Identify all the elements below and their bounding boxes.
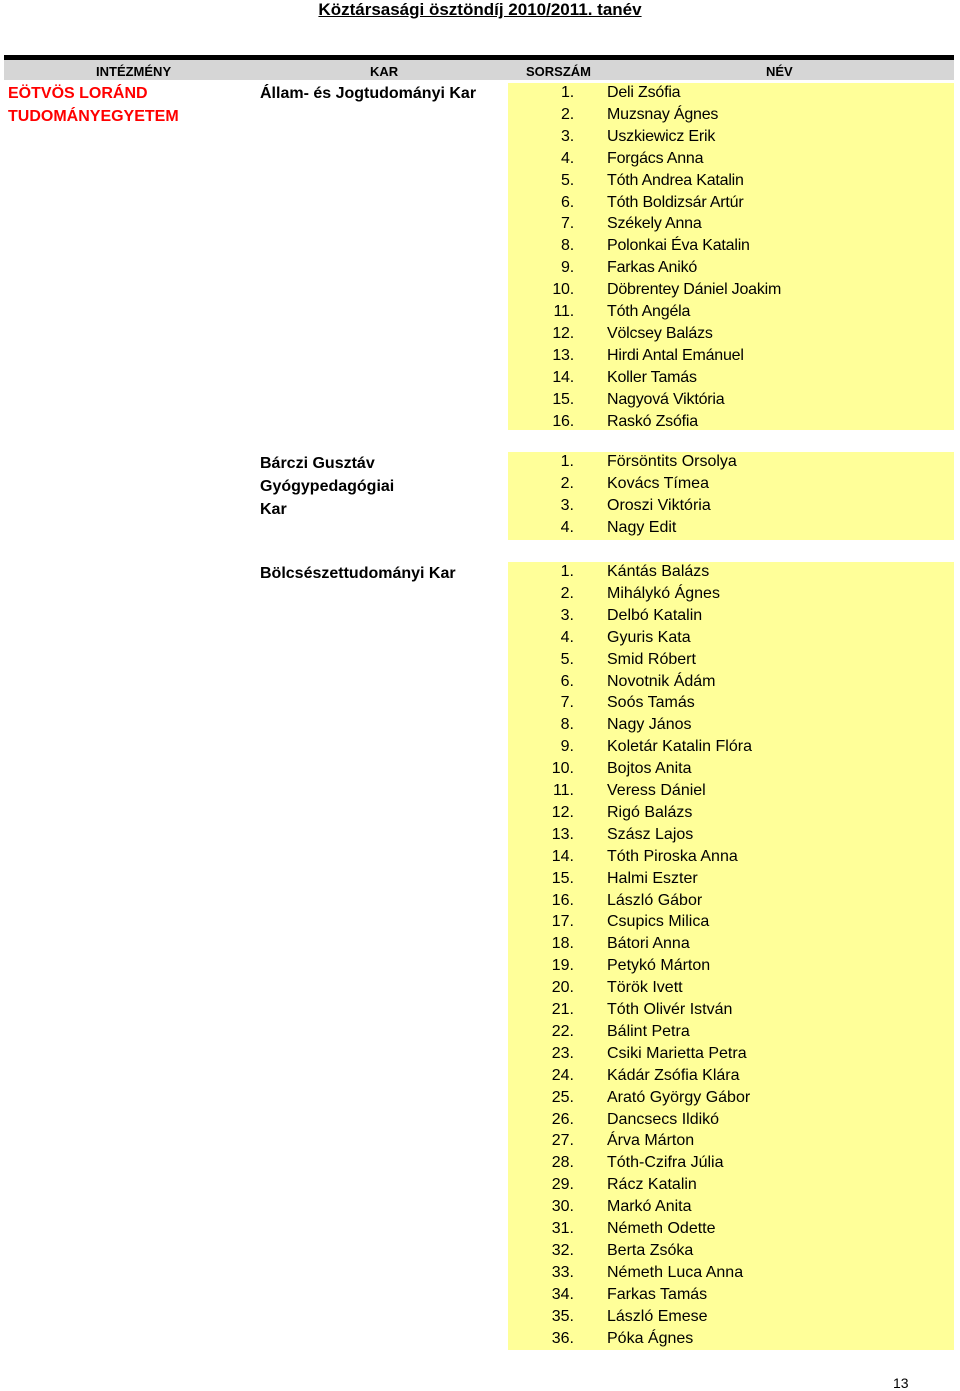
student-number: 18.: [551, 935, 574, 953]
student-name: Polonkai Éva Katalin: [607, 237, 750, 255]
student-number: 10.: [552, 281, 574, 299]
table-row: [508, 1153, 954, 1175]
student-list-faculty-2: [508, 452, 954, 540]
student-number: 15.: [552, 390, 574, 408]
student-number: 16.: [551, 891, 574, 909]
student-number: 23.: [551, 1044, 574, 1062]
student-number: 12.: [551, 803, 574, 821]
table-header: [4, 55, 954, 80]
student-name: Székely Anna: [607, 215, 702, 233]
student-number: 6.: [560, 672, 574, 690]
student-number: 2.: [561, 105, 574, 123]
table-row: [508, 1022, 954, 1044]
student-name: Försöntits Orsolya: [607, 453, 737, 470]
student-name: Koller Tamás: [607, 368, 697, 386]
faculty-name: [260, 452, 505, 521]
student-number: 9.: [561, 259, 574, 277]
student-number: 20.: [551, 979, 574, 997]
student-name: Kovács Tímea: [607, 474, 709, 492]
student-name: Csupics Milica: [607, 913, 710, 931]
student-number: 22.: [551, 1022, 574, 1040]
student-name: Völcsey Balázs: [607, 324, 713, 342]
student-name: Bálint Petra: [607, 1022, 690, 1040]
student-number: 35.: [551, 1307, 574, 1325]
student-name: Tóth Boldizsár Artúr: [607, 193, 744, 211]
table-row: [508, 214, 954, 236]
student-number: 8.: [560, 716, 574, 734]
table-row: [508, 149, 954, 171]
table-row: [508, 1285, 954, 1307]
table-row: [508, 452, 954, 474]
student-name: Halmi Eszter: [607, 869, 698, 887]
table-row: [508, 934, 954, 956]
student-number: 32.: [551, 1241, 574, 1259]
student-number: 34.: [551, 1285, 574, 1303]
page-number: 13: [893, 1375, 909, 1391]
header-sorszam: SORSZÁM: [526, 64, 591, 79]
student-number: 5.: [561, 171, 574, 189]
student-name: Deli Zsófia: [607, 84, 681, 101]
student-number: 10.: [551, 760, 574, 778]
student-name: Döbrentey Dániel Joakim: [607, 281, 782, 299]
student-number: 9.: [560, 738, 574, 756]
student-number: 25.: [551, 1088, 574, 1106]
table-row: [508, 105, 954, 127]
student-number: 1.: [560, 563, 574, 580]
table-row: [508, 715, 954, 737]
student-number: 7.: [561, 215, 574, 233]
table-row: [508, 978, 954, 1000]
student-number: 4.: [561, 149, 574, 167]
student-name: Berta Zsóka: [607, 1241, 694, 1259]
student-number: 31.: [551, 1220, 574, 1237]
student-name: Smid Róbert: [607, 650, 696, 668]
student-number: 8.: [561, 237, 574, 255]
student-number: 2.: [560, 474, 574, 492]
table-row: [508, 1219, 954, 1241]
student-name: Bojtos Anita: [607, 760, 692, 778]
student-name: Nagyová Viktória: [607, 390, 725, 408]
table-row: [508, 847, 954, 869]
student-number: 15.: [551, 869, 574, 887]
student-name: Tóth Angéla: [607, 303, 691, 320]
table-row: [508, 803, 954, 825]
page-title: Köztársasági ösztöndíj 2010/2011. tanév: [318, 0, 642, 19]
student-name: Török Ivett: [607, 979, 683, 997]
table-row: [508, 518, 954, 540]
table-row: [508, 193, 954, 215]
table-row: [508, 127, 954, 149]
student-name: Póka Ágnes: [607, 1329, 694, 1347]
table-row: [508, 606, 954, 628]
student-number: 4.: [560, 518, 574, 536]
student-name: Németh Luca Anna: [607, 1263, 744, 1281]
student-number: 11.: [553, 303, 574, 320]
student-list-faculty-3: [508, 562, 954, 1350]
table-row: [508, 1044, 954, 1066]
table-row: [508, 1175, 954, 1197]
table-row: [508, 171, 954, 193]
student-name: Oroszi Viktória: [607, 496, 711, 514]
student-name: Arató György Gábor: [607, 1088, 751, 1106]
student-list-faculty-1: [508, 83, 954, 430]
table-row: [508, 390, 954, 412]
student-number: 27.: [551, 1132, 574, 1150]
student-name: Markó Anita: [607, 1198, 692, 1216]
student-number: 26.: [551, 1110, 574, 1128]
table-row: [508, 324, 954, 346]
student-number: 7.: [560, 694, 574, 712]
student-number: 2.: [560, 584, 574, 602]
student-number: 24.: [551, 1066, 574, 1084]
table-row: [508, 781, 954, 803]
institution-line2: TUDOMÁNYEGYETEM: [8, 108, 179, 125]
student-number: 1.: [560, 453, 574, 470]
student-number: 33.: [551, 1263, 574, 1281]
table-row: [508, 236, 954, 258]
table-row: [508, 956, 954, 978]
student-number: 11.: [552, 782, 574, 799]
student-number: 4.: [560, 628, 574, 646]
student-number: 13.: [551, 825, 574, 843]
header-kar: KAR: [370, 64, 399, 79]
institution-line1: EÖTVÖS LORÁND: [8, 85, 148, 102]
table-row: [508, 1197, 954, 1219]
student-number: 1.: [561, 84, 574, 101]
student-name: Szász Lajos: [607, 825, 694, 843]
student-number: 28.: [551, 1154, 574, 1172]
student-number: 36.: [551, 1329, 574, 1347]
table-row: [508, 368, 954, 390]
student-number: 14.: [552, 368, 574, 386]
table-row: [508, 650, 954, 672]
student-name: Rácz Katalin: [607, 1176, 697, 1194]
table-row: [508, 258, 954, 280]
faculty-name: [260, 562, 505, 585]
student-name: Kádár Zsófia Klára: [607, 1066, 740, 1084]
faculty-name: [260, 82, 505, 105]
table-row: [508, 1110, 954, 1132]
student-name: Csiki Marietta Petra: [607, 1044, 747, 1062]
table-row: [508, 280, 954, 302]
student-name: Bátori Anna: [607, 935, 690, 953]
student-number: 3.: [560, 496, 574, 514]
table-row: [508, 1000, 954, 1022]
institution-name: [8, 82, 179, 128]
table-row: [508, 302, 954, 324]
faculty-name-line1: Bárczi Gusztáv Gyógypedagógiai: [260, 455, 395, 495]
table-row: [508, 496, 954, 518]
student-name: Koletár Katalin Flóra: [607, 738, 752, 756]
student-name: Tóth-Czifra Júlia: [607, 1154, 724, 1172]
student-name: Tóth Piroska Anna: [607, 847, 738, 865]
table-row: [508, 1131, 954, 1153]
faculty-name-line2: Kar: [260, 501, 287, 518]
table-row: [508, 869, 954, 891]
student-name: Raskó Zsófia: [607, 412, 698, 430]
student-number: 6.: [561, 193, 574, 211]
table-row: [508, 891, 954, 913]
header-nev: NÉV: [766, 64, 793, 79]
table-row: [508, 693, 954, 715]
student-name: Forgács Anna: [607, 149, 704, 167]
table-row: [508, 1241, 954, 1263]
table-row: [508, 412, 954, 434]
student-number: 5.: [560, 650, 574, 668]
student-name: Dancsecs Ildikó: [607, 1110, 720, 1128]
student-name: Delbó Katalin: [607, 606, 703, 624]
faculty-name-line1: Bölcsészettudományi Kar: [260, 565, 456, 582]
student-name: Hirdi Antal Emánuel: [607, 346, 744, 364]
table-row: [508, 1263, 954, 1285]
student-name: Petykó Márton: [607, 957, 711, 975]
table-row: [508, 346, 954, 368]
student-number: 3.: [560, 606, 574, 624]
student-name: Tóth Olivér István: [607, 1001, 733, 1018]
student-name: Németh Odette: [607, 1220, 716, 1237]
student-name: Veress Dániel: [607, 782, 706, 799]
table-row: [508, 474, 954, 496]
student-name: László Gábor: [607, 891, 703, 909]
student-name: Kántás Balázs: [607, 563, 710, 580]
table-row: [508, 1307, 954, 1329]
student-number: 21.: [551, 1001, 574, 1018]
faculty-name-line1: Állam- és Jogtudományi Kar: [260, 85, 477, 102]
student-name: Gyuris Kata: [607, 628, 691, 646]
table-row: [508, 737, 954, 759]
header-intezmeny: INTÉZMÉNY: [96, 64, 172, 79]
table-row: [508, 825, 954, 847]
table-row: [508, 562, 954, 584]
table-row: [508, 1088, 954, 1110]
student-number: 13.: [552, 346, 574, 364]
student-name: László Emese: [607, 1307, 708, 1325]
student-number: 17.: [551, 913, 574, 931]
student-name: Soós Tamás: [607, 694, 695, 712]
student-number: 29.: [551, 1176, 574, 1194]
student-name: Nagy Edit: [607, 518, 677, 536]
student-number: 14.: [551, 847, 574, 865]
student-name: Nagy János: [607, 716, 692, 734]
student-number: 16.: [552, 412, 574, 430]
table-row: [508, 1329, 954, 1351]
student-name: Tóth Andrea Katalin: [607, 171, 744, 189]
student-name: Rigó Balázs: [607, 803, 693, 821]
table-row: [508, 1066, 954, 1088]
table-row: [508, 584, 954, 606]
student-name: Muzsnay Ágnes: [607, 105, 719, 123]
table-row: [508, 628, 954, 650]
student-name: Uszkiewicz Erik: [607, 127, 716, 145]
student-number: 12.: [552, 324, 574, 342]
student-name: Mihálykó Ágnes: [607, 584, 720, 602]
table-row: [508, 759, 954, 781]
student-number: 19.: [551, 957, 574, 975]
table-row: [508, 672, 954, 694]
student-name: Árva Márton: [607, 1132, 695, 1150]
student-number: 3.: [561, 127, 574, 145]
table-row: [508, 912, 954, 934]
student-name: Farkas Anikó: [607, 259, 698, 277]
student-number: 30.: [551, 1198, 574, 1216]
student-name: Novotnik Ádám: [607, 672, 716, 690]
student-name: Farkas Tamás: [607, 1285, 708, 1303]
table-row: [508, 83, 954, 105]
